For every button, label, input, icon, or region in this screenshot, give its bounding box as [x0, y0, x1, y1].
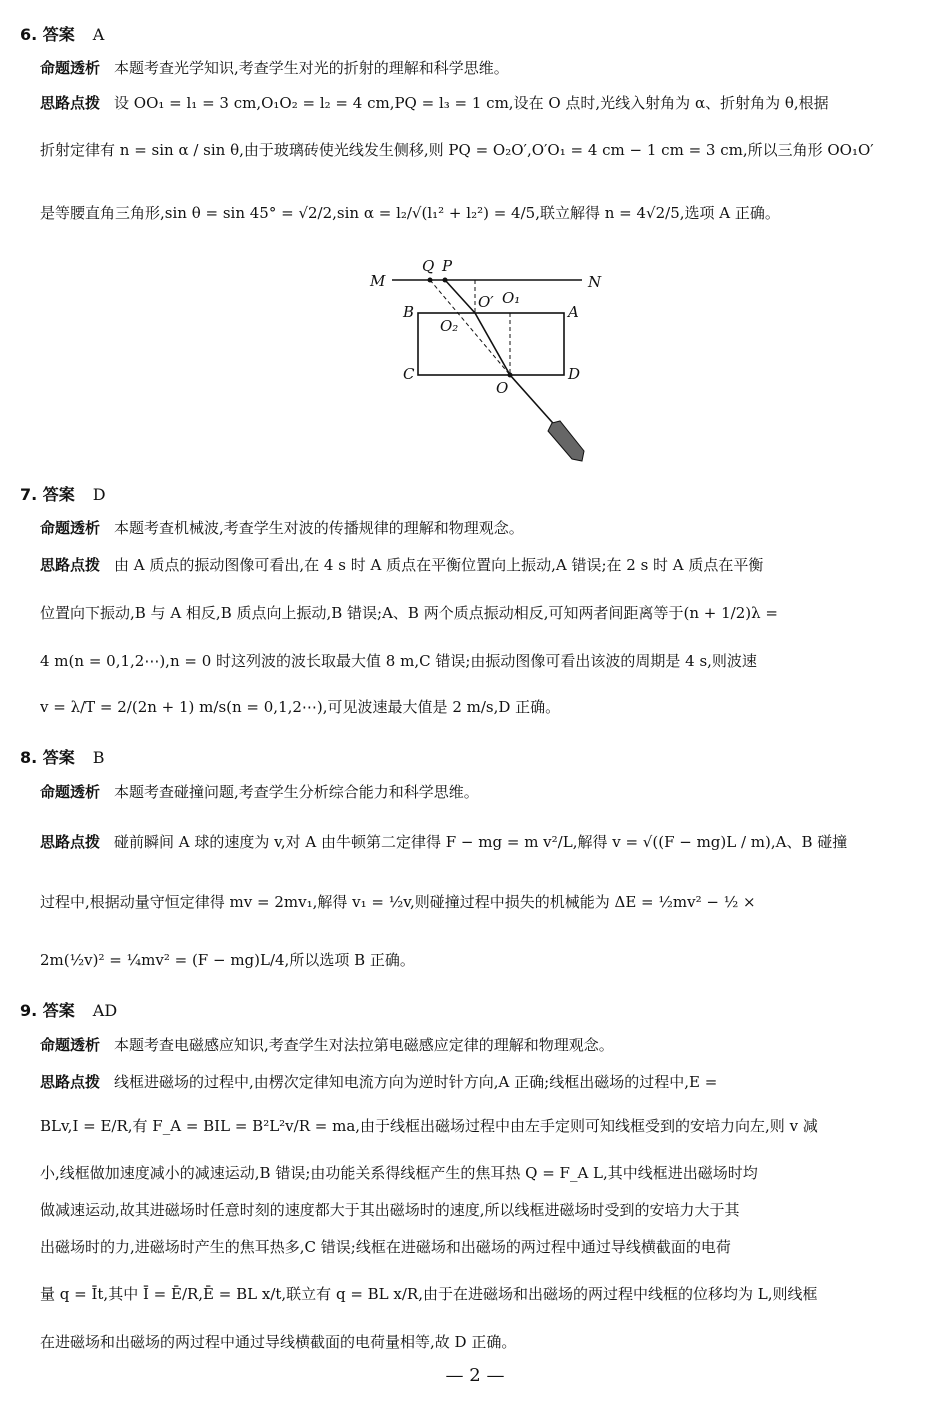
q9-analysis-line-4: 做减速运动,故其进磁场时任意时刻的速度都大于其出磁场时的速度,所以线框进磁场时受到的安培力大于其 — [40, 1201, 740, 1219]
q9-analysis-line-1 — [40, 1072, 930, 1092]
page-number: — 2 — — [445, 1365, 505, 1386]
label-m: M — [370, 272, 386, 290]
q8-analysis-line-3: 2m(½v)² = ¼mv² = (F − mg)L/4,所以选项 B 正确。 — [40, 951, 415, 969]
q7-intent — [40, 518, 930, 538]
q6-intent-label: 命题透析 — [40, 59, 101, 77]
q7-analysis-line-1 — [40, 555, 930, 575]
q8-analysis-line-1 — [40, 832, 930, 852]
q9-intent — [40, 1035, 930, 1055]
q9-heading — [20, 998, 930, 1021]
q8-line-1-text: 碰前瞬间 A 球的速度为 v,对 A 由牛顿第二定律得 F − mg = m v²/L,解得 v = √((F − mg)L / m),A、B 碰撞 — [114, 833, 848, 851]
point-p — [443, 278, 448, 283]
q9-line-1-text: 线框进磁场的过程中,由楞次定律知电流方向为逆时针方向,A 正确;线框出磁场的过程中,E = — [114, 1073, 718, 1091]
q8-head-label: 8. 答案 — [20, 748, 75, 767]
q6-analysis-label: 思路点拨 — [40, 94, 101, 112]
label-o: O — [496, 379, 509, 397]
label-a: A — [568, 303, 579, 321]
q6-line-1-text: 设 OO₁ = l₁ = 3 cm,O₁O₂ = l₂ = 4 cm,PQ = l₃ = 1 cm,设在 O 点时,光线入射角为 α、折射角为 θ,根据 — [114, 94, 829, 112]
q6-answer: A — [92, 25, 105, 44]
q8-intent — [40, 782, 930, 802]
label-o2: O₂ — [440, 317, 459, 335]
q9-intent-text: 本题考查电磁感应知识,考查学生对法拉第电磁感应定律的理解和物理观念。 — [114, 1036, 614, 1054]
q7-heading — [20, 482, 930, 505]
q6-refraction-figure — [0, 255, 950, 465]
q7-intent-label: 命题透析 — [40, 519, 101, 537]
q6-analysis-line-3: 是等腰直角三角形,sin θ = sin 45° = √2/2,sin α = l₂/√(l₁² + l₂²) = 4/5,联立解得 n = 4√2/5,选项 A 正确。 — [40, 204, 780, 222]
label-n: N — [588, 273, 602, 291]
q8-answer: B — [92, 748, 105, 767]
q7-intent-text: 本题考查机械波,考查学生对波的传播规律的理解和物理观念。 — [114, 519, 524, 537]
q6-analysis-line-2: 折射定律有 n = sin α / sin θ,由于玻璃砖使光线发生侧移,则 PQ = O₂O′,O′O₁ = 4 cm − 1 cm = 3 cm,所以三角形 OO₁O′ — [40, 141, 874, 159]
label-oprime: O′ — [478, 293, 494, 311]
q7-analysis-label: 思路点拨 — [40, 556, 101, 574]
q9-intent-label: 命题透析 — [40, 1036, 101, 1054]
q6-heading — [20, 22, 930, 45]
q7-analysis-line-2: 位置向下振动,B 与 A 相反,B 质点向上振动,B 错误;A、B 两个质点振动相反,可知两者间距离等于(n + 1/2)λ = — [40, 604, 778, 622]
label-b: B — [403, 303, 415, 321]
q9-analysis-line-7: 在进磁场和出磁场的两过程中通过导线横截面的电荷量相等,故 D 正确。 — [40, 1333, 517, 1351]
ray-air — [445, 280, 475, 313]
q9-head-label: 9. 答案 — [20, 1001, 75, 1020]
q6-intent-text: 本题考查光学知识,考查学生对光的折射的理解和科学思维。 — [114, 59, 509, 77]
q8-intent-text: 本题考查碰撞问题,考查学生分析综合能力和科学思维。 — [114, 783, 479, 801]
q8-analysis-line-2: 过程中,根据动量守恒定律得 mv = 2mv₁,解得 v₁ = ½v,则碰撞过程中损失的机械能为 ΔE = ½mv² − ½ × — [40, 893, 756, 911]
q8-heading — [20, 745, 930, 768]
q6-head-label: 6. 答案 — [20, 25, 75, 44]
q7-answer: D — [92, 485, 106, 504]
q7-head-label: 7. 答案 — [20, 485, 75, 504]
q7-analysis-line-3: 4 m(n = 0,1,2⋯),n = 0 时这列波的波长取最大值 8 m,C 错误;由振动图像可看出该波的周期是 4 s,则波速 — [40, 652, 757, 670]
label-p: P — [442, 257, 453, 275]
q7-line-1-text: 由 A 质点的振动图像可看出,在 4 s 时 A 质点在平衡位置向上振动,A 错误;在 2 s 时 A 质点在平衡 — [114, 556, 764, 574]
point-q — [428, 278, 433, 283]
label-q: Q — [422, 257, 435, 275]
q9-analysis-label: 思路点拨 — [40, 1073, 101, 1091]
ray-glass — [475, 313, 510, 375]
label-c: C — [403, 365, 415, 383]
q9-analysis-line-2: BLv,I = E/R,有 F_A = BIL = B²L²v/R = ma,由于线框出磁场过程中由左手定则可知线框受到的安培力向左,则 v 减 — [40, 1117, 818, 1135]
q9-analysis-line-6: 量 q = Īt,其中 Ī = Ē/R,Ē = BL x/t,联立有 q = BL x/R,由于在进磁场和出磁场的两过程中线框的位移均为 L,则线框 — [40, 1285, 818, 1303]
q8-intent-label: 命题透析 — [40, 783, 101, 801]
q9-answer: AD — [92, 1001, 118, 1020]
q8-analysis-label: 思路点拨 — [40, 833, 101, 851]
q6-analysis-line-1 — [40, 93, 930, 113]
pencil-icon — [548, 421, 584, 461]
point-o — [508, 373, 513, 378]
label-o1: O₁ — [502, 289, 521, 307]
q7-analysis-line-4: v = λ/T = 2/(2n + 1) m/s(n = 0,1,2⋯),可见波速最大值是 2 m/s,D 正确。 — [40, 698, 561, 716]
q9-analysis-line-3: 小,线框做加速度减小的减速运动,B 错误;由功能关系得线框产生的焦耳热 Q = F_A L,其中线框进出磁场时均 — [40, 1164, 758, 1182]
label-d: D — [568, 365, 581, 383]
q6-intent — [40, 58, 930, 78]
q9-analysis-line-5: 出磁场时的力,进磁场时产生的焦耳热多,C 错误;线框在进磁场和出磁场的两过程中通过导线横截面的电荷 — [40, 1238, 731, 1256]
